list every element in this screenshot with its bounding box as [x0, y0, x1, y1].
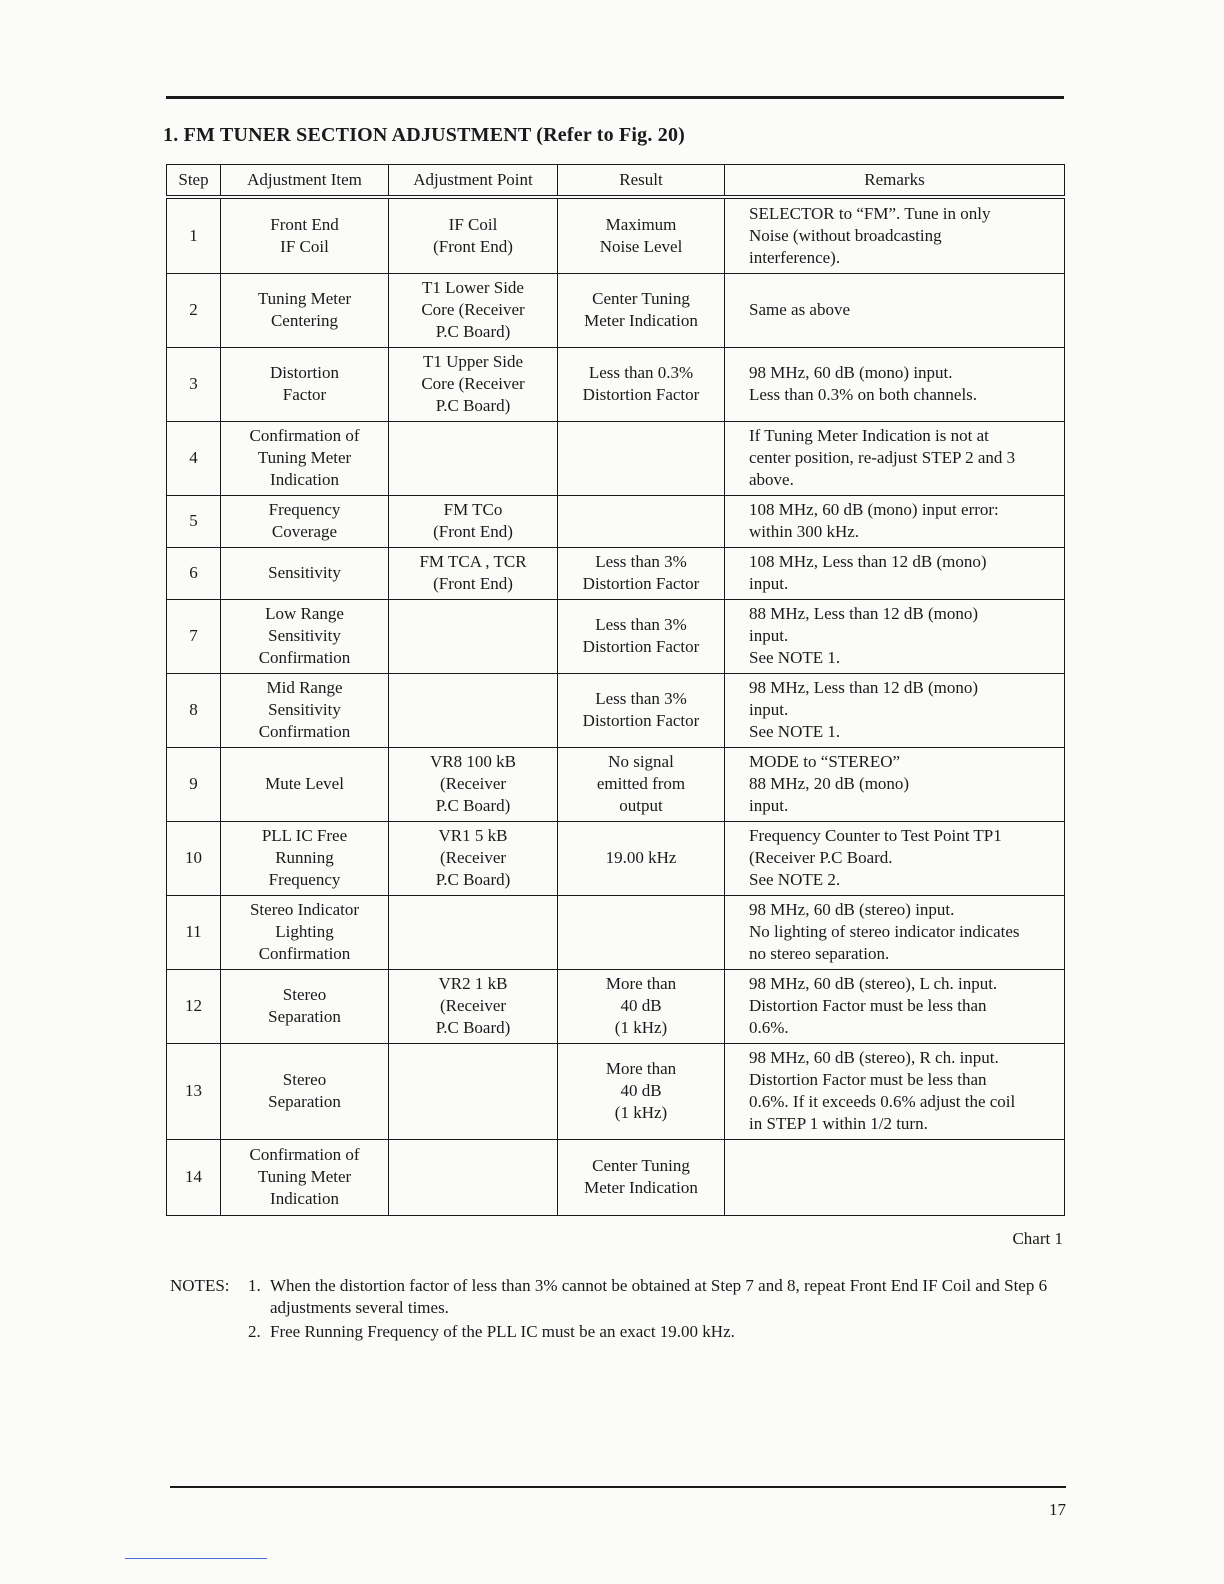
adjustment-item-cell: Confirmation of Tuning Meter Indication [221, 421, 389, 495]
table-row [167, 969, 1065, 1043]
result-cell: Maximum Noise Level [558, 197, 725, 273]
step-cell: 4 [167, 421, 221, 495]
adjustment-item-cell: Mid Range Sensitivity Confirmation [221, 673, 389, 747]
adjustment-point-cell: FM TCA , TCR (Front End) [389, 547, 558, 599]
adjustment-point-cell: IF Coil (Front End) [389, 197, 558, 273]
adjustment-point-cell: VR8 100 kB (Receiver P.C Board) [389, 747, 558, 821]
step-cell: 8 [167, 673, 221, 747]
remarks-cell: SELECTOR to “FM”. Tune in only Noise (without broadcasting interference). [725, 197, 1065, 273]
step-cell: 10 [167, 821, 221, 895]
adjustment-point-cell [389, 1139, 558, 1215]
step-cell: 11 [167, 895, 221, 969]
table-row [167, 1043, 1065, 1139]
table-row [167, 673, 1065, 747]
remarks-cell: Frequency Counter to Test Point TP1 (Receiver P.C Board. See NOTE 2. [725, 821, 1065, 895]
remarks-cell: 98 MHz, 60 dB (stereo), L ch. input. Distortion Factor must be less than 0.6%. [725, 969, 1065, 1043]
chart-label: Chart 1 [1012, 1229, 1063, 1248]
step-cell: 9 [167, 747, 221, 821]
remarks-cell: 88 MHz, Less than 12 dB (mono) input. See NOTE 1. [725, 599, 1065, 673]
result-cell: More than 40 dB (1 kHz) [558, 1043, 725, 1139]
result-cell: Less than 0.3% Distortion Factor [558, 347, 725, 421]
table-row [167, 273, 1065, 347]
table-row [167, 747, 1065, 821]
remarks-cell: 98 MHz, Less than 12 dB (mono) input. See NOTE 1. [725, 673, 1065, 747]
step-cell: 2 [167, 273, 221, 347]
step-cell: 13 [167, 1043, 221, 1139]
step-cell: 14 [167, 1139, 221, 1215]
adjustment-point-cell: VR1 5 kB (Receiver P.C Board) [389, 821, 558, 895]
remarks-cell: If Tuning Meter Indication is not at center position, re-adjust STEP 2 and 3 above. [725, 421, 1065, 495]
step-cell: 12 [167, 969, 221, 1043]
table-row [167, 197, 1065, 273]
result-cell: Less than 3% Distortion Factor [558, 547, 725, 599]
adjustment-item-cell: Mute Level [221, 747, 389, 821]
note-text: When the distortion factor of less than 3% cannot be obtained at Step 7 and 8, repeat Front End IF Coil and Step 6 adjustments several times. [270, 1276, 1048, 1317]
header-adjustment-point: Adjustment Point [389, 165, 558, 198]
result-cell: 19.00 kHz [558, 821, 725, 895]
note-number: 1. [248, 1276, 261, 1295]
adjustment-point-cell [389, 1043, 558, 1139]
remarks-cell: MODE to “STEREO” 88 MHz, 20 dB (mono) input. [725, 747, 1065, 821]
result-cell: Less than 3% Distortion Factor [558, 673, 725, 747]
header-result: Result [558, 165, 725, 198]
adjustment-item-cell: Stereo Separation [221, 969, 389, 1043]
table-row [167, 821, 1065, 895]
result-cell: More than 40 dB (1 kHz) [558, 969, 725, 1043]
result-cell: Center Tuning Meter Indication [558, 1139, 725, 1215]
remarks-cell: 108 MHz, 60 dB (mono) input error: within 300 kHz. [725, 495, 1065, 547]
remarks-cell [725, 1139, 1065, 1215]
remarks-cell: 98 MHz, 60 dB (mono) input. Less than 0.3% on both channels. [725, 347, 1065, 421]
adjustment-item-cell: Tuning Meter Centering [221, 273, 389, 347]
adjustment-item-cell: PLL IC Free Running Frequency [221, 821, 389, 895]
section-heading: 1. FM TUNER SECTION ADJUSTMENT (Refer to Fig. 20) [163, 124, 686, 146]
bottom-rule [170, 1486, 1066, 1488]
remarks-cell: 108 MHz, Less than 12 dB (mono) input. [725, 547, 1065, 599]
adjustment-table [166, 164, 1065, 1216]
adjustment-item-cell: Stereo Indicator Lighting Confirmation [221, 895, 389, 969]
remarks-cell: 98 MHz, 60 dB (stereo) input. No lighting of stereo indicator indicates no stereo separation. [725, 895, 1065, 969]
step-cell: 3 [167, 347, 221, 421]
adjustment-item-cell: Front End IF Coil [221, 197, 389, 273]
step-cell: 7 [167, 599, 221, 673]
adjustment-item-cell: Low Range Sensitivity Confirmation [221, 599, 389, 673]
result-cell [558, 495, 725, 547]
link-underline [125, 1558, 267, 1559]
top-rule [166, 96, 1064, 99]
adjustment-point-cell: FM TCo (Front End) [389, 495, 558, 547]
table-row [167, 347, 1065, 421]
result-cell: Center Tuning Meter Indication [558, 273, 725, 347]
table-row [167, 421, 1065, 495]
step-cell: 6 [167, 547, 221, 599]
adjustment-item-cell: Stereo Separation [221, 1043, 389, 1139]
header-remarks: Remarks [725, 165, 1065, 198]
notes-title: NOTES: [170, 1276, 230, 1295]
adjustment-item-cell: Sensitivity [221, 547, 389, 599]
table-row [167, 895, 1065, 969]
adjustment-point-cell [389, 599, 558, 673]
result-cell [558, 421, 725, 495]
remarks-cell: 98 MHz, 60 dB (stereo), R ch. input. Distortion Factor must be less than 0.6%. If it exceeds 0.6% adjust the coil in STEP 1 within 1/2 turn. [725, 1043, 1065, 1139]
remarks-cell: Same as above [725, 273, 1065, 347]
adjustment-point-cell [389, 673, 558, 747]
table-row [167, 495, 1065, 547]
note-text: Free Running Frequency of the PLL IC must be an exact 19.00 kHz. [270, 1322, 735, 1341]
result-cell: Less than 3% Distortion Factor [558, 599, 725, 673]
table-row [167, 1139, 1065, 1215]
header-adjustment-item: Adjustment Item [221, 165, 389, 198]
note-number: 2. [248, 1322, 261, 1341]
table-row [167, 547, 1065, 599]
table-row [167, 599, 1065, 673]
table-header-row [167, 165, 1065, 198]
adjustment-point-cell: T1 Upper Side Core (Receiver P.C Board) [389, 347, 558, 421]
page-number: 17 [1049, 1500, 1066, 1519]
step-cell: 1 [167, 197, 221, 273]
adjustment-item-cell: Distortion Factor [221, 347, 389, 421]
result-cell [558, 895, 725, 969]
adjustment-item-cell: Confirmation of Tuning Meter Indication [221, 1139, 389, 1215]
adjustment-point-cell [389, 895, 558, 969]
adjustment-point-cell [389, 421, 558, 495]
header-step: Step [167, 165, 221, 198]
result-cell: No signal emitted from output [558, 747, 725, 821]
adjustment-point-cell: T1 Lower Side Core (Receiver P.C Board) [389, 273, 558, 347]
adjustment-point-cell: VR2 1 kB (Receiver P.C Board) [389, 969, 558, 1043]
adjustment-item-cell: Frequency Coverage [221, 495, 389, 547]
step-cell: 5 [167, 495, 221, 547]
